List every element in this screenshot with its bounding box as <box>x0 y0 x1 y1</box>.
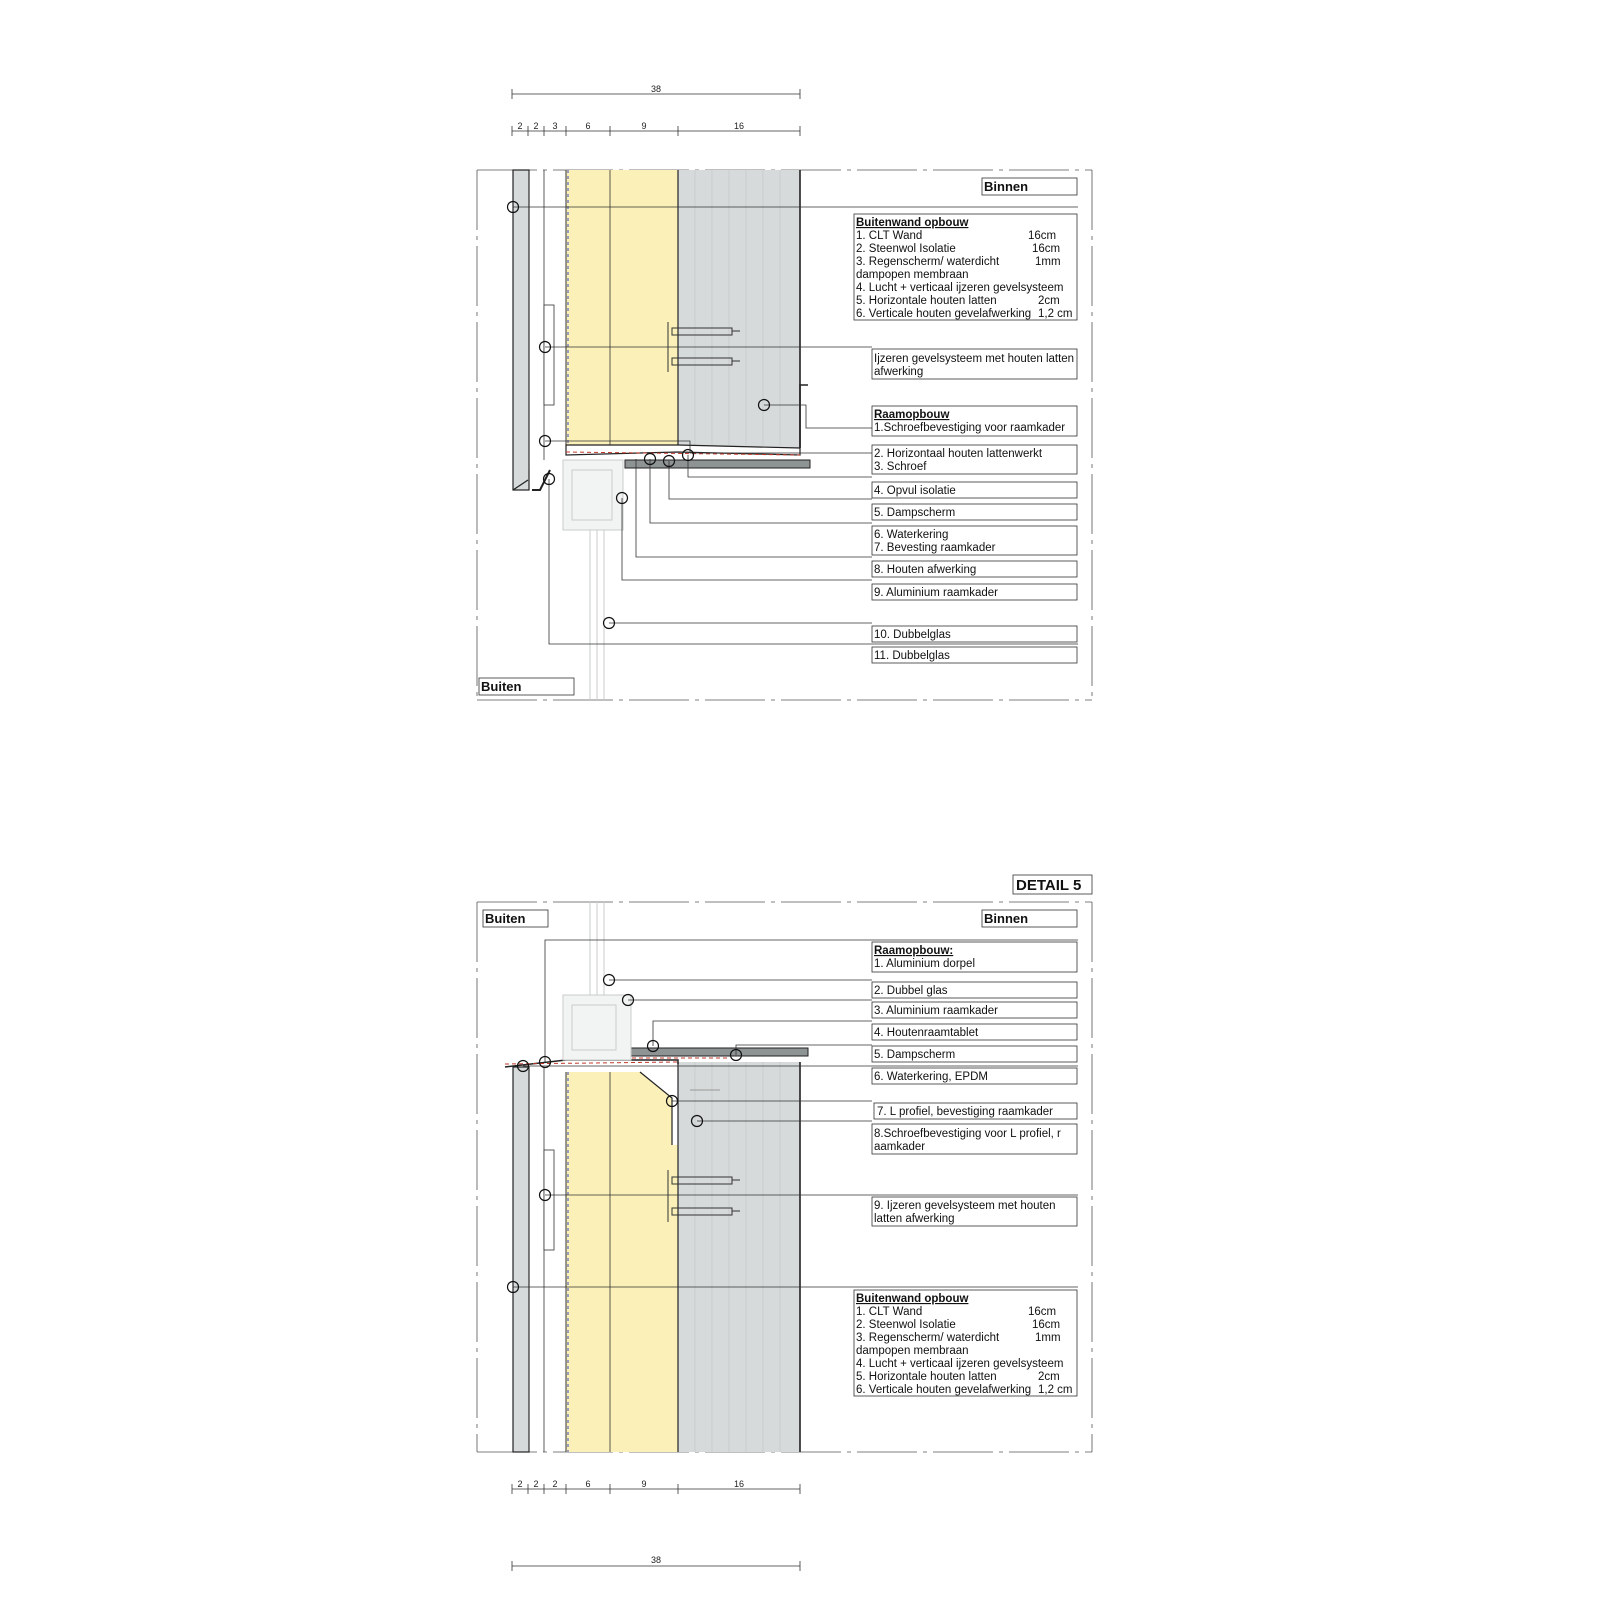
callout-line: 7. L profiel, bevestiging raamkader <box>877 1106 1054 1118</box>
legend-row-value: 1,2 cm <box>1038 308 1073 320</box>
callout-line: Ijzeren gevelsysteem met houten latten <box>874 353 1075 365</box>
callout-line: 5. Dampscherm <box>874 1049 956 1061</box>
bottom-dimension-total <box>512 1555 800 1571</box>
legend-row-value: 1mm <box>1035 1332 1061 1344</box>
top-dimension-total <box>512 84 800 99</box>
dim-seg-3: 3 <box>552 121 558 131</box>
callout-line: 1. Aluminium dorpel <box>874 958 975 970</box>
legend-row-name: 4. Lucht + verticaal ijzeren gevelsysteem <box>856 282 1064 294</box>
top-callouts <box>872 349 1077 663</box>
callout-line: 9. Ijzeren gevelsysteem met houten <box>874 1200 1056 1212</box>
bottom-callouts <box>872 942 1077 1226</box>
bottom-buiten-label: Buiten <box>485 911 526 926</box>
top-dimension-segments <box>512 121 800 136</box>
callout-line: 8.Schroefbevestiging voor L profiel, r <box>874 1128 1061 1140</box>
callout-line: 5. Dampscherm <box>874 507 956 519</box>
legend-row-name: dampopen membraan <box>856 269 969 281</box>
callout-line: 9. Aluminium raamkader <box>874 587 998 599</box>
callout-line: 6. Waterkering <box>874 529 949 541</box>
legend-row-name: 1. CLT Wand <box>856 1306 923 1318</box>
callout-line: 3. Schroef <box>874 461 927 473</box>
top-buiten-label: Buiten <box>481 679 522 694</box>
insulation-layer <box>566 170 678 445</box>
legend-row-name: 2. Steenwol Isolatie <box>856 1319 956 1331</box>
callout-line: 6. Waterkering, EPDM <box>874 1071 988 1083</box>
insulation-layer <box>566 1072 678 1452</box>
legend-row-value: 2cm <box>1038 1371 1060 1383</box>
legend-title: Buitenwand opbouw <box>856 1293 969 1305</box>
raamopbouw-title: Raamopbouw <box>874 409 950 421</box>
callout-line: 11. Dubbelglas <box>874 650 950 662</box>
legend-row-value: 1mm <box>1035 256 1061 268</box>
clt-wall <box>678 170 800 448</box>
legend-row-name: 1. CLT Wand <box>856 230 923 242</box>
callout-line: 4. Opvul isolatie <box>874 485 956 497</box>
callout-line: 3. Aluminium raamkader <box>874 1005 998 1017</box>
legend-row-name: 6. Verticale houten gevelafwerking <box>856 1384 1032 1396</box>
bottom-buitenwand-legend <box>854 1290 1077 1396</box>
cladding <box>513 170 529 490</box>
callout-line: afwerking <box>874 366 924 378</box>
dim-seg-3: 2 <box>552 1479 558 1489</box>
callout-line: latten afwerking <box>874 1213 955 1225</box>
callout-line: 8. Houten afwerking <box>874 564 977 576</box>
dim-seg-6: 16 <box>733 1479 745 1489</box>
callout-line: 4. Houtenraamtablet <box>874 1027 979 1039</box>
bottom-dimension-segments <box>512 1479 800 1494</box>
legend-row-value: 2cm <box>1038 295 1060 307</box>
top-buitenwand-legend <box>854 214 1077 320</box>
dim-seg-4: 6 <box>585 1479 591 1489</box>
dim-seg-5: 9 <box>641 121 647 131</box>
legend-row-value: 16cm <box>1032 243 1061 255</box>
callout-line: 7. Bevesting raamkader <box>874 542 996 554</box>
callout-line: 2. Dubbel glas <box>874 985 948 997</box>
dim-total-label: 38 <box>650 1555 662 1565</box>
top-binnen-label: Binnen <box>984 179 1029 194</box>
dim-seg-1: 2 <box>517 1479 523 1489</box>
legend-row-name: 3. Regenscherm/ waterdicht <box>856 256 1000 268</box>
legend-row-name: 5. Horizontale houten latten <box>856 1371 997 1383</box>
legend-row-name: 3. Regenscherm/ waterdicht <box>856 1332 1000 1344</box>
callout-line: 2. Horizontaal houten lattenwerkt <box>874 448 1043 460</box>
bottom-wall-section <box>505 902 808 1452</box>
dim-total-label: 38 <box>650 84 662 94</box>
dim-seg-4: 6 <box>585 121 591 131</box>
callout-line: 10. Dubbelglas <box>874 629 951 641</box>
bottom-binnen-label: Binnen <box>984 911 1029 926</box>
callout-line: 1.Schroefbevestiging voor raamkader <box>874 422 1066 434</box>
top-wall-section <box>513 170 810 700</box>
legend-row-name: 2. Steenwol Isolatie <box>856 243 956 255</box>
callout-line: aamkader <box>874 1141 926 1153</box>
legend-row-name: dampopen membraan <box>856 1345 969 1357</box>
legend-row-value: 16cm <box>1032 1319 1061 1331</box>
legend-row-name: 5. Horizontale houten latten <box>856 295 997 307</box>
dim-seg-5: 9 <box>641 1479 647 1489</box>
detail-title: DETAIL 5 <box>1016 877 1082 894</box>
legend-row-value: 16cm <box>1028 1306 1057 1318</box>
cladding <box>513 1067 529 1452</box>
dim-seg-6: 16 <box>733 121 745 131</box>
legend-row-value: 16cm <box>1028 230 1057 242</box>
legend-row-name: 6. Verticale houten gevelafwerking <box>856 308 1032 320</box>
legend-row-value: 1,2 cm <box>1038 1384 1073 1396</box>
dim-seg-2: 2 <box>533 121 539 131</box>
legend-row-name: 4. Lucht + verticaal ijzeren gevelsysteem <box>856 1358 1064 1370</box>
legend-title: Buitenwand opbouw <box>856 217 969 229</box>
raamopbouw-title: Raamopbouw: <box>874 945 954 957</box>
dim-seg-1: 2 <box>517 121 523 131</box>
clt-wall <box>678 1062 800 1452</box>
dim-seg-2: 2 <box>533 1479 539 1489</box>
